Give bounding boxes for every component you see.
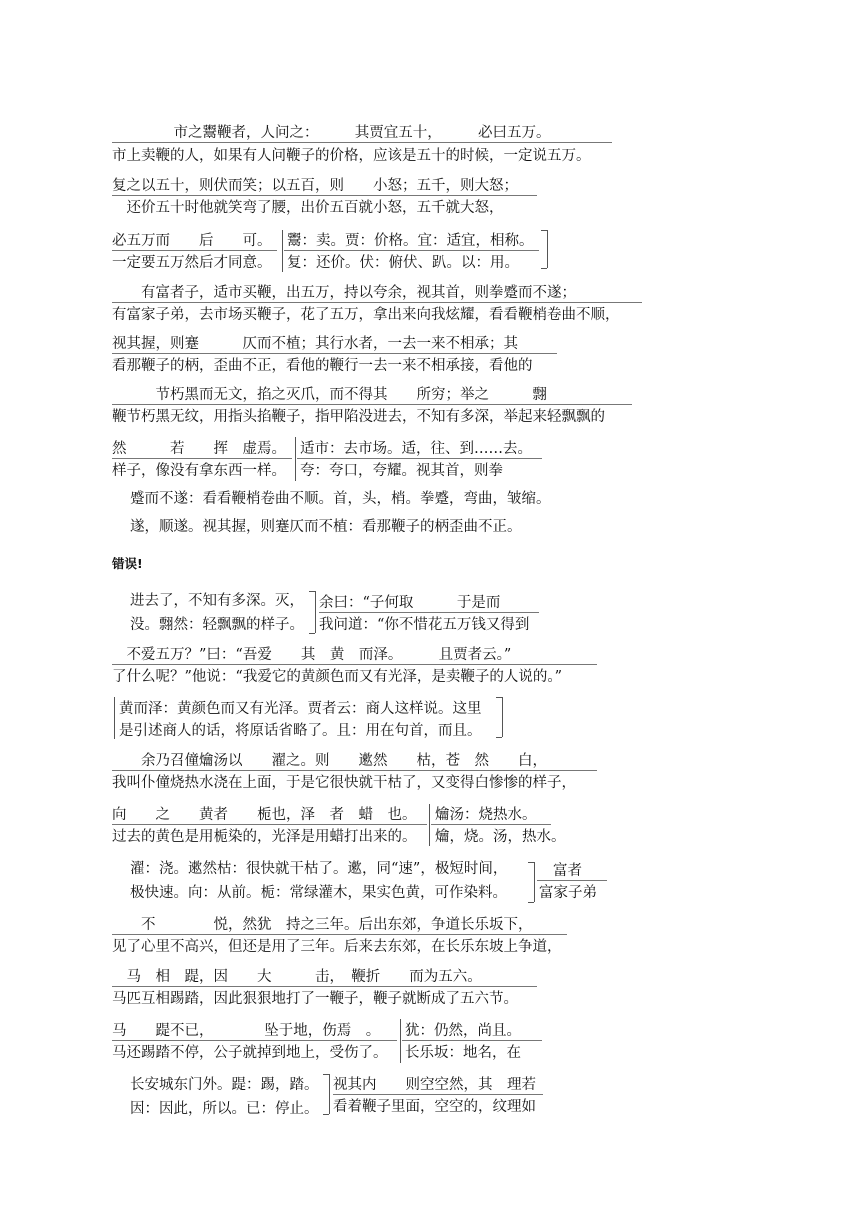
translation-text-line: 我问道：“你不惜花五万钱又得到: [319, 617, 530, 633]
annotation-line: 极快速。向：从前。栀：常绿灌木，果实色黄，可作染料。: [130, 885, 507, 901]
translation-text-line: 我叫仆僮烧热水浇在上面，于是它很快就干枯了，又变得白惨惨的样子，: [112, 775, 576, 791]
translation-text-line: 有富家子弟，去市场买鞭子，花了五万，拿出来向我炫耀，看看鞭梢卷曲不顺，: [112, 307, 620, 323]
translation-text-line: 市上卖鞭的人，如果有人问鞭子的价格，应该是五十的时候，一定说五万。: [112, 148, 591, 164]
annotation-line: 鬻：卖。贾：价格。宜：适宜，相称。: [287, 233, 534, 249]
translation-text-line: 样子，像没有拿东西一样。: [112, 463, 286, 479]
underline-rule: [112, 1040, 397, 1041]
translation-text-line: 还价五十时他就笑弯了腰，出价五百就小怒，五千就大怒，: [112, 200, 504, 216]
bracket-hook: [496, 737, 502, 738]
underline-rule: [431, 824, 551, 825]
error-label: 错误!: [112, 556, 143, 571]
original-text-line: 余乃召僮爚汤以 濯之。则 遬然 枯，苍 然 白，: [112, 753, 547, 769]
original-text-line: 市之鬻鞭者，人问之： 其贾宜五十， 必曰五万。: [130, 125, 551, 141]
annotation-line: 夸：夸口，夸耀。视其首，则拳: [300, 463, 503, 479]
annotation-line: 长安城东门外。踶：踢，踏。: [130, 1077, 319, 1093]
annotation-line: 是引述商人的话，将原话省略了。且：用在句首，而且。: [119, 723, 482, 739]
translation-text-line: 了什么呢？”他说：“我爱它的黄颜色而又有光泽，是卖鞭子的人说的。”: [112, 669, 562, 685]
original-text-line: 富者: [553, 863, 582, 879]
underline-rule: [112, 934, 567, 935]
original-text-line: 节朽黑而无文，掐之灭爪，而不得其 所穷；举之 翲: [112, 387, 547, 403]
underline-rule: [112, 195, 537, 196]
annotation-line: 爚汤：烧热水。: [435, 807, 537, 823]
underline-rule: [112, 986, 537, 987]
annotation-line: 犹：仍然，尚且。: [405, 1023, 521, 1039]
underline-rule: [319, 612, 539, 613]
underline-rule: [112, 142, 612, 143]
original-text-line: 向 之 黄者 栀也，泽 者 蜡 也。: [112, 807, 417, 823]
translation-text-line: 过去的黄色是用栀染的，光泽是用蜡打出来的。: [112, 829, 417, 845]
underline-rule: [112, 458, 292, 459]
bracket-hook: [528, 902, 534, 903]
underline-rule: [112, 353, 557, 354]
bracket-line: [315, 591, 316, 633]
bracket-line: [295, 437, 296, 481]
bracket-line: [329, 1074, 330, 1114]
original-text-line: 视其握，则蹇 仄而不植；其行水者，一去一来不相承；其: [112, 336, 518, 352]
underline-rule: [402, 1040, 542, 1041]
translation-text-line: 马还踢踏不停，公子就掉到地上，受伤了。: [112, 1045, 388, 1061]
original-text-line: 然 若 挥 虚焉。: [112, 441, 286, 457]
original-text-line: 马 踶不已， 坠于地，伤焉 。: [112, 1023, 381, 1039]
annotation-line: 适市：去市场。适，往、到……去。: [300, 441, 532, 457]
original-text-line: 复之以五十，则伏而笑；以五百，则 小怒；五千，则大怒；: [112, 178, 518, 194]
original-text-line: 不 悦，然犹 持之三年。后出东郊，争道长乐坂下，: [112, 917, 533, 933]
annotation-line: 黄而泽：黄颜色而又有光泽。贾者云：商人这样说。这里: [119, 701, 482, 717]
translation-text-line: 富家子弟: [539, 885, 597, 901]
annotation-line: 濯：浇。遬然枯：很快就干枯了。遬，同“速”，极短时间，: [130, 861, 508, 877]
annotation-line: 进去了，不知有多深。灭，: [130, 593, 304, 609]
annotation-line: 长乐坂：地名，在: [405, 1045, 521, 1061]
annotation-line: 蹙而不遂：看看鞭梢卷曲不顺。首，头，梢。拳蹙，弯曲，皱缩。: [130, 491, 551, 507]
bracket-line: [429, 804, 430, 846]
original-text-line: 视其内 则空空然，其 理若: [333, 1077, 536, 1093]
bracket-line: [502, 697, 503, 737]
underline-rule: [112, 664, 597, 665]
original-text-line: 余曰：“子何取 于是而: [319, 595, 501, 611]
bracket-line: [400, 1019, 401, 1063]
original-text-line: 马 相 踶，因 大 击， 鞭折 而为五六。: [112, 969, 482, 985]
underline-rule: [297, 458, 542, 459]
underline-rule: [112, 770, 597, 771]
translation-text-line: 鞭节朽黑无纹，用指头掐鞭子，指甲陷没进去，不知有多深，举起来轻飘飘的: [112, 409, 605, 425]
translation-text-line: 一定要五万然后才同意。: [112, 255, 272, 271]
underline-rule: [112, 302, 642, 303]
bracket-line: [282, 230, 283, 272]
translation-text-line: 见了心里不高兴，但还是用了三年。后来去东郊，在长乐东坡上争道，: [112, 939, 562, 955]
bracket-hook: [309, 633, 315, 634]
underline-rule: [333, 1094, 543, 1095]
underline-rule: [537, 880, 607, 881]
original-text-line: 有富者子，适市买鞭，出五万，持以夸余，视其首，则拳蹙而不遂；: [112, 285, 576, 301]
bracket-line: [114, 697, 115, 739]
original-text-line: 不爱五万？”曰：“吾爱 其 黄 而泽。 且贾者云。”: [112, 647, 512, 663]
annotation-line: 遂，顺遂。视其握，则蹇仄而不植：看那鞭子的柄歪曲不正。: [130, 519, 522, 535]
bracket-line: [534, 862, 535, 902]
underline-rule: [284, 250, 539, 251]
translation-text-line: 看着鞭子里面，空空的，纹理如: [333, 1099, 536, 1115]
annotation-line: 因：因此，所以。已：停止。: [130, 1101, 319, 1117]
original-text-line: 必五万而 后 可。: [112, 233, 272, 249]
underline-rule: [112, 824, 427, 825]
translation-text-line: 马匹互相踢踏，因此狠狠地打了一鞭子，鞭子就断成了五六节。: [112, 991, 518, 1007]
annotation-line: 复：还价。伏：俯伏、趴。以：用。: [287, 255, 519, 271]
annotation-line: 爚，烧。汤，热水。: [435, 829, 566, 845]
bracket-hook: [541, 268, 547, 269]
annotation-line: 没。翲然：轻飘飘的样子。: [130, 617, 304, 633]
bracket-hook: [323, 1114, 329, 1115]
bracket-line: [547, 230, 548, 268]
underline-rule: [112, 250, 277, 251]
underline-rule: [112, 404, 632, 405]
translation-text-line: 看那鞭子的柄，歪曲不正，看他的鞭行一去一来不相承接，看他的: [112, 358, 533, 374]
